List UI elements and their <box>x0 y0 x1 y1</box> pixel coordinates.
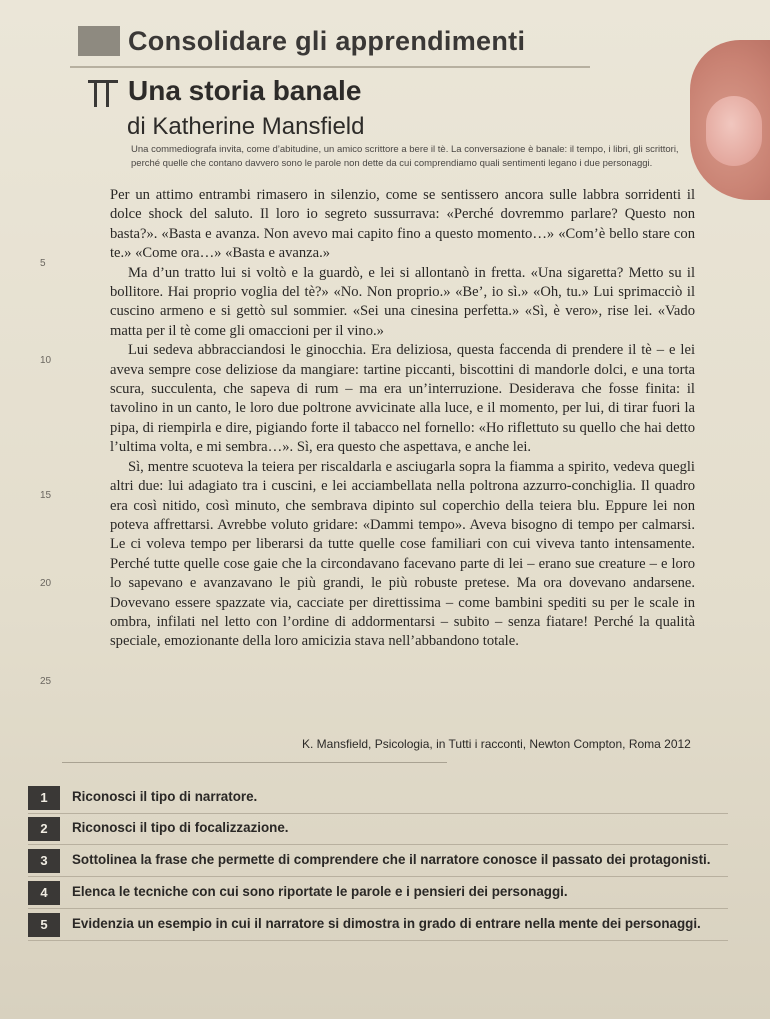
story-paragraph: Ma d’un tratto lui si voltò e la guardò, e lei si allontanò in fretta. «Una sigaretta? Metto su il bollitore. Hai proprio voglia del tè?» «No. Non proprio.» «Be’, io sì.» «Oh, tu.» Lui sprimacciò il cuscino armeno e si gettò sul sommier. «Sei una cinesina perfetta.» «Sì, è vero», rise lei. «Vado matta per il tè come gli omaccioni per il vino.» <box>110 264 695 339</box>
question-text: Sottolinea la frase che permette di comprendere che il narratore conosce il passato dei protagonisti. <box>72 852 711 867</box>
story-paragraph: Per un attimo entrambi rimasero in silenzio, come se sentissero ancora sulle labbra sorridenti il dolce shock del saluto. Il loro io segreto sussurrava: «Perché dovremmo parlare? Questo non basta?». «Basta e avanza. Non avevo mai capito fino a questo momento…» «Com’è bello stare con te.» «Come ora…» «Basta e avanza.» <box>110 187 695 262</box>
question-number: 2 <box>28 817 60 841</box>
story-title: Una storia banale <box>128 75 362 106</box>
question-number: 4 <box>28 881 60 905</box>
question-number: 1 <box>28 786 60 810</box>
fingernail-photo <box>706 96 762 166</box>
story-paragraph: Sì, mentre scuoteva la teiera per riscaldarla e asciugarla sopra la fiamma a spirito, vedeva quegli altri due: lui adagiato tra i cuscini, e lei acciambellata nella poltrona azzurro-conchiglia. Il quadro era così nitido, così minuto, che sembrava dipinto sul coperchio della teiera blu. Eppure lei non poteva affrettarsi. Avrebbe voluto gridare: «Dammi tempo». Aveva bisogno di tempo per calmarsi. Le ci voleva tempo per liberarsi da tutte quelle cose familiari con cui viveva tanto intensamente. Perché tutte quelle cose gaie che la circondavano facevano parte di lei – erano sue creature – e loro lo sapevano e avanzavano le più grandi, le più robuste pretese. Ma ora dovevano andarsene. Dovevano essere spazzate via, cacciate per direttissima – come bambini spediti su per le scale in ombra, infilati nel letto con l’ordine di addormentarsi – subito – senza fiatare! Perché la qualità speciale, emozionante della loro amicizia stava nell’abbandono totale. <box>110 458 695 650</box>
story-paragraph: Lui sedeva abbracciandosi le ginocchia. Era deliziosa, questa faccenda di prendere il tè – e lei aveva sempre cose deliziose da mangiare: tartine piccanti, biscottini di mandorle dolci, e una torta scura, succulenta, che sapeva di rum – ma era un’interruzione. Desiderava che fosse finita: il tavolino in un canto, le loro due poltrone avvicinate alla luce, e il momento, per lui, di tirar fuori la pipa, di riempirla e dire, pigiando forte il tabacco nel fornello: «Ho riflettuto su quello che hai detto l’ultima volta, e mi sembra…». Sì, era questo che aspettava, e anche lei. <box>110 342 695 456</box>
question-text: Riconosci il tipo di focalizzazione. <box>72 820 289 835</box>
answer-line <box>28 940 728 941</box>
source-citation: K. Mansfield, Psicologia, in Tutti i racconti, Newton Compton, Roma 2012 <box>302 737 691 751</box>
divider <box>62 762 447 763</box>
line-number: 20 <box>40 578 52 589</box>
text-marker-icon <box>88 80 118 109</box>
question-number: 5 <box>28 913 60 937</box>
question-text: Evidenzia un esempio in cui il narratore si dimostra in grado di entrare nella mente dei personaggi. <box>72 916 701 931</box>
section-marker-icon <box>78 26 120 56</box>
section-title: Consolidare gli apprendimenti <box>128 26 526 56</box>
answer-line <box>28 813 728 814</box>
story-body <box>110 186 695 652</box>
line-number: 15 <box>40 490 52 501</box>
line-number: 5 <box>40 258 46 269</box>
author-line: di Katherine Mansfield <box>127 113 365 140</box>
line-number: 10 <box>40 355 52 366</box>
question-text: Elenca le tecniche con cui sono riportate le parole e i pensieri dei personaggi. <box>72 884 568 899</box>
answer-line <box>28 844 728 845</box>
line-number: 25 <box>40 676 52 687</box>
question-number: 3 <box>28 849 60 873</box>
answer-line <box>28 908 728 909</box>
answer-line <box>28 876 728 877</box>
line-numbers <box>0 0 60 800</box>
question-text: Riconosci il tipo di narratore. <box>72 789 258 804</box>
intro-text: Una commediografa invita, come d’abitudine, un amico scrittore a bere il tè. La conversazione è banale: il tempo, i libri, gli scrittori, perché quelle che contano davvero sono le parole non dette da cui comprendiamo quali sentimenti legano i due personaggi. <box>131 144 679 169</box>
